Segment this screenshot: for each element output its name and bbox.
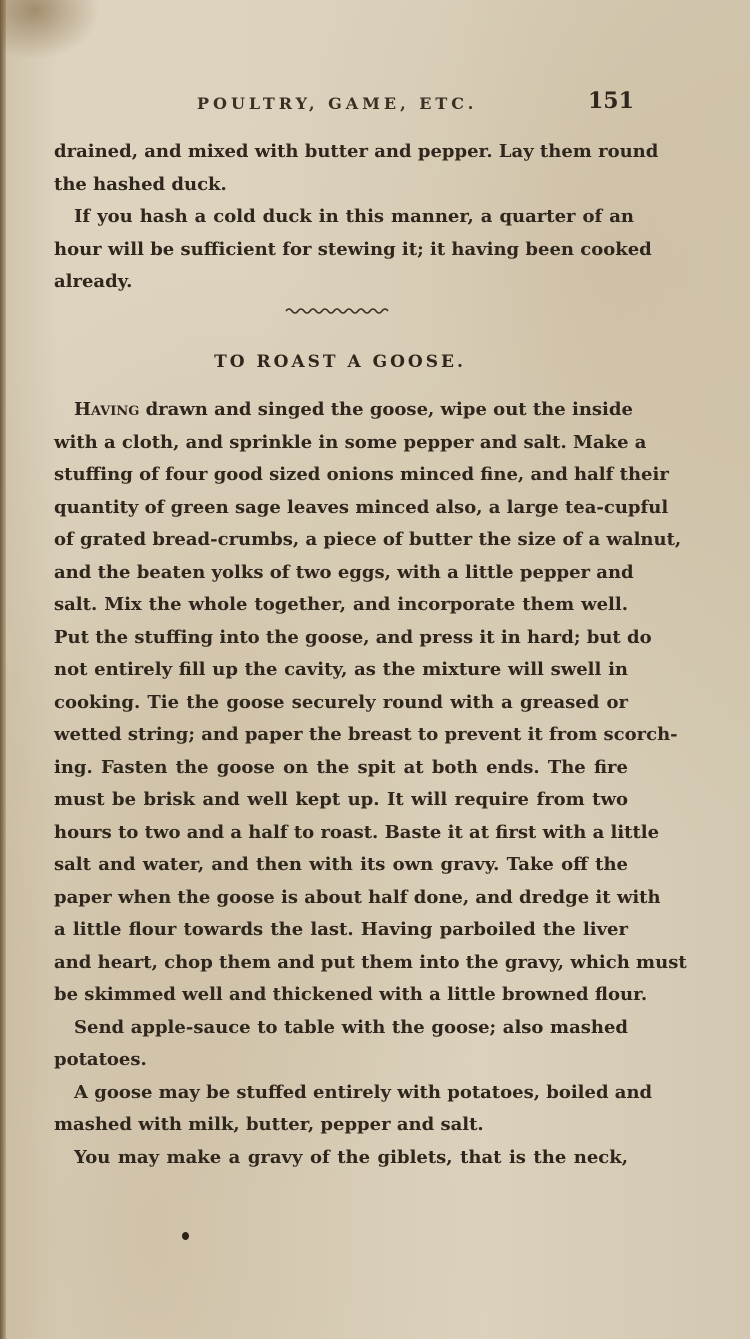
text-line: and heart, chop them and put them into the gravy, which must <box>54 951 687 973</box>
text-line: stuffing of four good sized onions minced fine, and half their <box>54 464 669 485</box>
intro-text <box>54 136 659 299</box>
drop-word: Having <box>74 399 140 420</box>
text-line: a little flour towards the last. Having parboiled the liver <box>54 919 628 940</box>
text-line: drained, and mixed with butter and pepper. Lay them round <box>54 141 659 162</box>
text-line: ing. Fasten the goose on the spit at both ends. The fire <box>54 756 628 778</box>
text-line: A goose may be stuffed entirely with potatoes, boiled and <box>74 1081 653 1103</box>
text-line: You may make a gravy of the giblets, that is the neck, <box>74 1146 628 1168</box>
text-line: salt and water, and then with its own gravy. Take off the <box>54 854 628 875</box>
text-line: potatoes. <box>54 1049 147 1070</box>
section-title: TO ROAST A GOOSE. <box>214 352 466 372</box>
page-spine-edge <box>0 0 6 1339</box>
text-line: already. <box>54 271 133 292</box>
text-line: and the beaten yolks of two eggs, with a little pepper and <box>54 561 634 583</box>
text-line: cooking. Tie the goose securely round with a greased or <box>54 691 628 713</box>
text-line: Send apple-sauce to table with the goose; also mashed <box>74 1016 628 1038</box>
text-line: of grated bread-crumbs, a piece of butter the size of a walnut, <box>54 529 682 550</box>
text-line: with a cloth, and sprinkle in some pepper and salt. Make a <box>54 431 647 453</box>
text-line: must be brisk and well kept up. It will require from two <box>54 789 628 810</box>
ink-speck <box>182 1232 189 1240</box>
text-line: If you hash a cold duck in this manner, a quarter of an <box>74 206 634 227</box>
page-header <box>0 88 750 124</box>
text-line: the hashed duck. <box>54 173 227 195</box>
recipe-text <box>54 394 687 1174</box>
text-line: hours to two and a half to roast. Baste it at first with a little <box>54 821 660 843</box>
text-line: hour will be sufficient for stewing it; it having been cooked <box>54 238 652 260</box>
text-line: be skimmed well and thickened with a little browned flour. <box>54 984 648 1005</box>
text-line: mashed with milk, butter, pepper and salt. <box>54 1114 484 1135</box>
running-head: POULTRY, GAME, ETC. <box>197 94 478 113</box>
corner-stain <box>0 0 100 60</box>
text-line: paper when the goose is about half done, and dredge it with <box>54 886 661 908</box>
page-number: 151 <box>588 88 634 114</box>
text-line: salt. Mix the whole together, and incorporate them well. <box>54 594 628 615</box>
text-line: quantity of green sage leaves minced also, a large tea-cupful <box>54 496 669 518</box>
text-line: not entirely fill up the cavity, as the mixture will swell in <box>54 659 628 680</box>
text-line: Having drawn and singed the goose, wipe out the inside <box>74 399 633 420</box>
text-line: wetted string; and paper the breast to prevent it from scorch- <box>54 724 678 745</box>
section-divider-ornament <box>284 304 392 318</box>
text-line: Put the stuffing into the goose, and press it in hard; but do <box>54 626 652 648</box>
